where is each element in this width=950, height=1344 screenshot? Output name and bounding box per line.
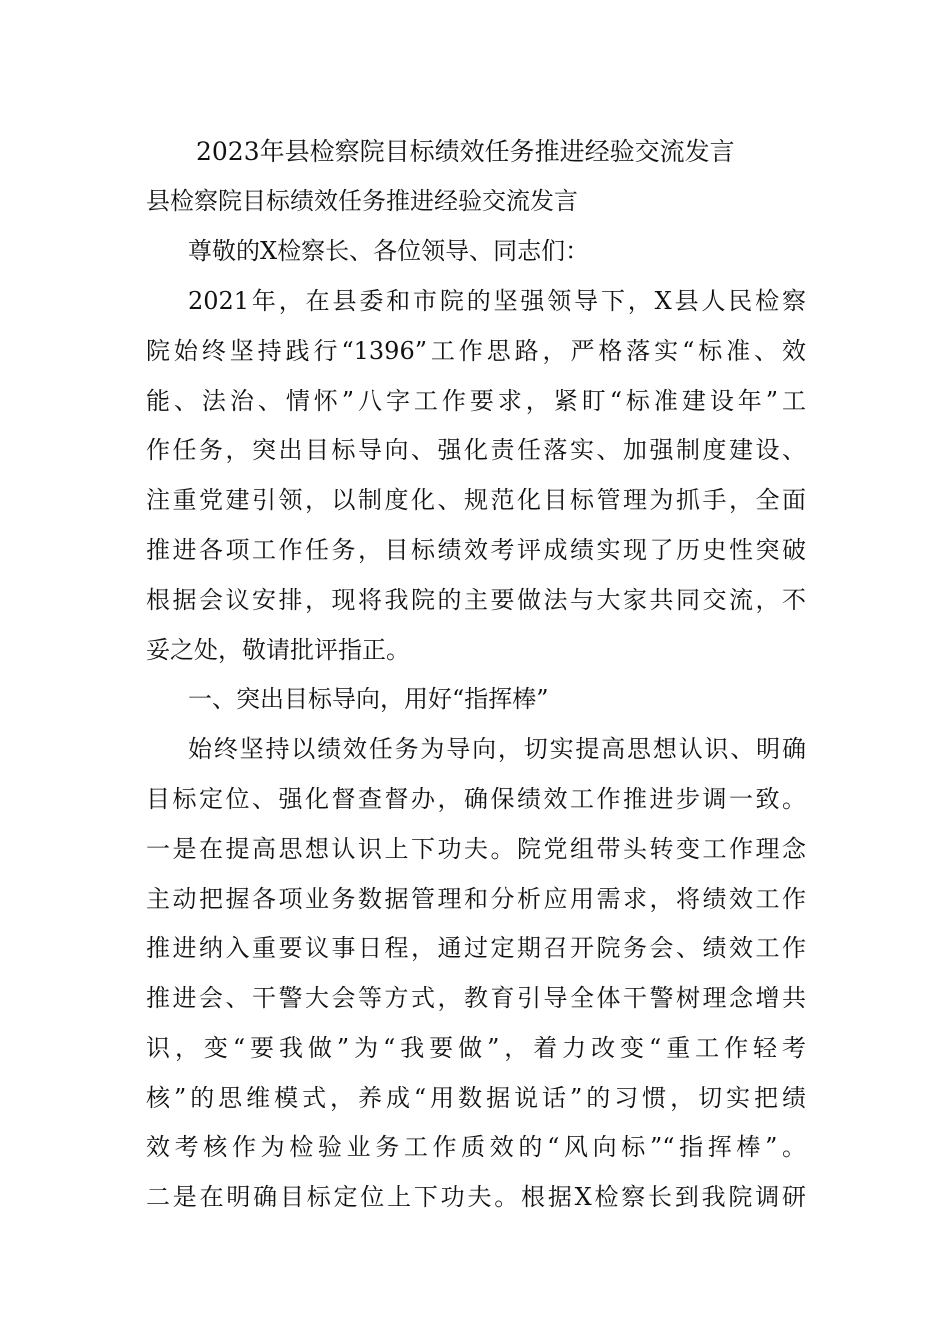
paragraph-line: 根据会议安排，现将我院的主要做法与大家共同交流，不 — [146, 586, 806, 614]
document-title: 2023年县检察院目标绩效任务推进经验交流发言 — [196, 137, 735, 166]
paragraph-line: 一是在提高思想认识上下功夫。院党组带头转变工作理念 — [146, 835, 806, 863]
salutation: 尊敬的X检察长、各位领导、同志们： — [188, 237, 590, 265]
paragraph-line: 效考核作为检验业务工作质效的“风向标”“指挥棒”。 — [146, 1133, 806, 1161]
paragraph-line: 始终坚持以绩效任务为导向，切实提高思想认识、明确 — [188, 735, 806, 763]
paragraph-line: 作任务，突出目标导向、强化责任落实、加强制度建设、 — [146, 436, 806, 464]
paragraph-line: 目标定位、强化督查督办，确保绩效工作推进步调一致。 — [146, 785, 806, 813]
section-heading: 一、突出目标导向，用好“指挥棒” — [188, 685, 549, 713]
paragraph-line: 院始终坚持践行“1396”工作思路，严格落实“标准、效 — [146, 337, 806, 365]
paragraph-line: 推进会、干警大会等方式，教育引导全体干警树理念增共 — [146, 984, 806, 1012]
paragraph-line: 主动把握各项业务数据管理和分析应用需求，将绩效工作 — [146, 885, 806, 913]
paragraph-line: 2021年，在县委和市院的坚强领导下，X县人民检察 — [188, 287, 806, 315]
paragraph-line: 核”的思维模式，养成“用数据说话”的习惯，切实把绩 — [146, 1084, 806, 1112]
paragraph-line: 推进各项工作任务，目标绩效考评成绩实现了历史性突破 — [146, 536, 806, 564]
paragraph-line: 二是在明确目标定位上下功夫。根据X检察长到我院调研 — [146, 1183, 806, 1211]
document-subtitle: 县检察院目标绩效任务推进经验交流发言 — [146, 187, 578, 215]
paragraph-line: 注重党建引领，以制度化、规范化目标管理为抓手，全面 — [146, 486, 806, 514]
paragraph-line: 妥之处，敬请批评指正。 — [146, 636, 410, 664]
paragraph-line: 能、法治、情怀”八字工作要求，紧盯“标准建设年”工 — [146, 387, 806, 415]
paragraph-line: 推进纳入重要议事日程，通过定期召开院务会、绩效工作 — [146, 934, 806, 962]
paragraph-line: 识，变“要我做”为“我要做”，着力改变“重工作轻考 — [146, 1034, 806, 1062]
